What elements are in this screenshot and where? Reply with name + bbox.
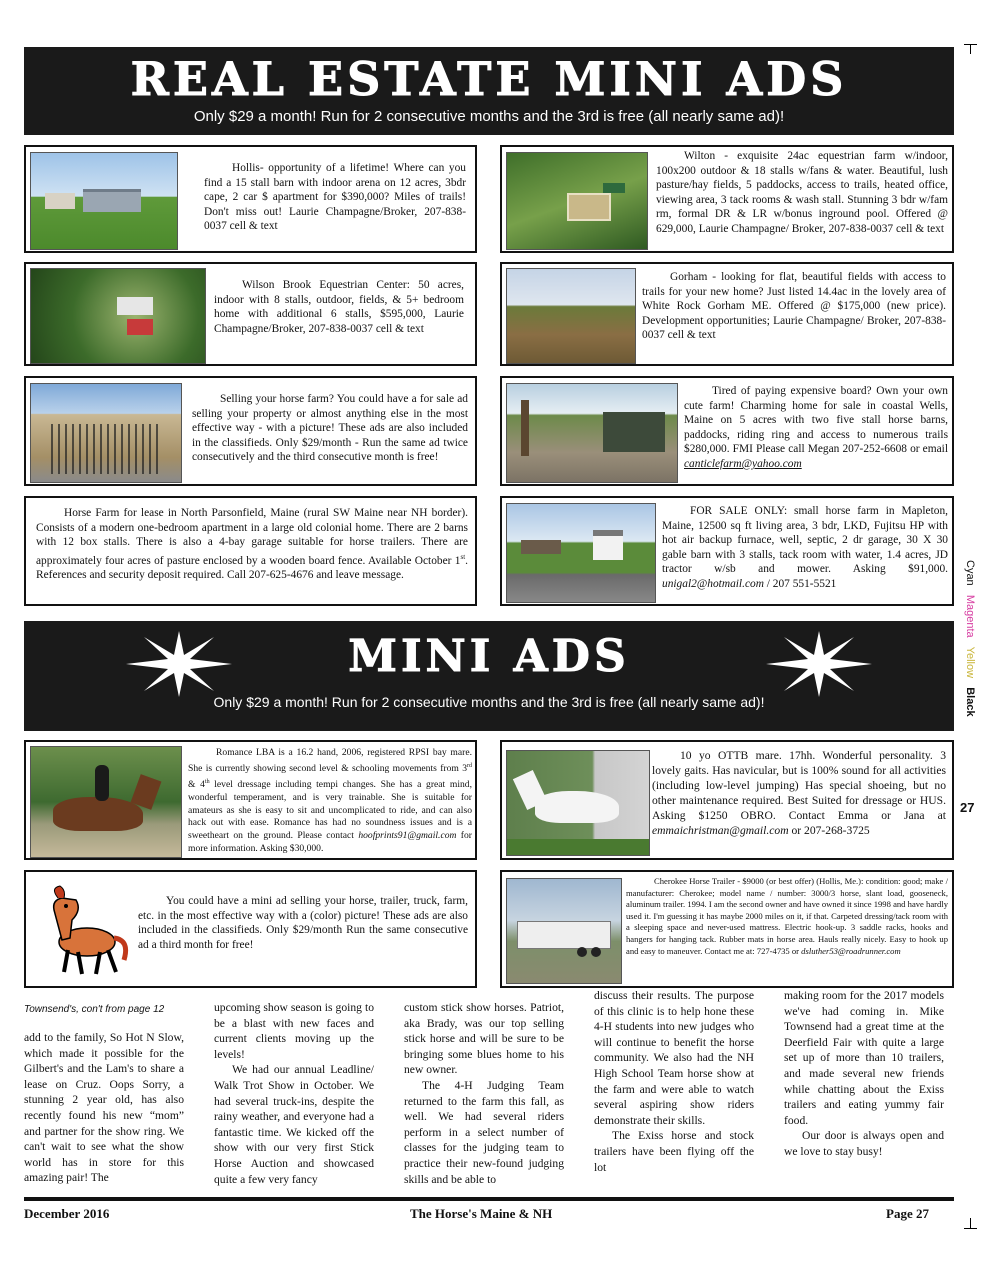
cmyk-cyan: Cyan — [964, 560, 976, 586]
ad-wells — [500, 376, 954, 486]
ad-wells-text: Tired of paying expensive board? Own your own cute farm! Charming home for sale in coastal Wells, Maine on 5 acres with two five stall horse barns, paddocks, riding ring and access to numerous trails $280,000. FMI Please call Megan 207-252-6608 or email canticlefarm@yahoo.com — [684, 385, 948, 470]
photo-wilson-brook-aerial — [30, 268, 206, 364]
ad-parsonfield-text: Horse Farm for lease in North Parsonfield, Maine (rural SW Maine near NH border). Consists of a modern one-bedroom apartment in a large old colonial home. There are 2 barns with 12 box stalls. There is also a 4-bay garage suitable for horse trailers. There are approximately four acres of pasture enclosed by a wooden board fence. Available October 1st. References and security deposit required. Call 207-625-4676 and leave message. — [36, 507, 468, 582]
ad-wilson-brook — [24, 262, 477, 366]
crop-mark-top-v — [970, 44, 971, 54]
cartoon-horse-icon — [32, 880, 132, 980]
starburst-left-icon — [124, 629, 234, 699]
margin-page-number: 27 — [960, 800, 975, 815]
ad-wells-email[interactable]: canticlefarm@yahoo.com — [684, 457, 802, 470]
photo-grey-mare — [506, 750, 650, 856]
ad-hollis — [24, 145, 477, 253]
footer-date: December 2016 — [24, 1206, 110, 1221]
ad-cherokee-trailer — [500, 870, 954, 988]
article-column-1: add to the family, So Hot N Slow, which made it possible for the Gilbert's and the Lam's to share a lease on Cruz. Oops Sorry, a stunning 2 year old, has also recently found his new “mom” and partner for the show ring. We can't wait to see what the show world has in store for this amazing pair! The — [24, 1031, 184, 1185]
ad-wilson-brook-text: Wilson Brook Equestrian Center: 50 acres, indoor with 8 stalls, outdoor, fields, & 5+ bedroom home with additional 6 stalls, $595,000, Laurie Champagne/Broker, 207-838-0037 cell & text — [214, 279, 464, 335]
ad-ottb-email[interactable]: emmaichristman@gmail.com — [652, 824, 789, 837]
margin-cmyk-strip — [958, 560, 980, 730]
ad-mapleton — [500, 496, 954, 606]
photo-palace-gates — [30, 383, 182, 483]
crop-mark-bottom-v — [970, 1218, 971, 1228]
ad-romance-email[interactable]: hoofprints91@gmail.com — [358, 830, 457, 842]
footer-rule — [24, 1197, 954, 1201]
ad-romance — [24, 740, 477, 860]
ad-hollis-text: Hollis- opportunity of a lifetime! Where can you find a 15 stall barn with indoor arena on 12 acres, 3bdr cape, 2 car $ apartment for $390,000? Miles of trails! Don't miss out! Laurie Champagne/Broker, 207-838-0037 cell & text — [204, 162, 466, 233]
article-column-4: discuss their results. The purpose of this clinic is to help hone these 4-H students into new judges who will continue to benefit the horse community. We also had the NH High School Team horse show at the farm and were able to watch several aspiring show riders demonstrate their skills. The Exiss horse and stock trailers have been flying off the lot — [594, 989, 754, 1174]
real-estate-subtitle: Only $29 a month! Run for 2 consecutive months and the 3rd is free (all nearly same ad)! — [193, 108, 785, 125]
ad-parsonfield-lease — [24, 496, 477, 606]
ad-trailer-text: Cherokee Horse Trailer - $9000 (or best offer) (Hollis, Me.): condition: good; make / manufacturer: Cherokee; model name / number: 3000/3 horse, slant load, gooseneck, aluminum trailer. 1994. I am the second owner and have owned it since 1998 and have hardly used it. I'm guessing it has maybe 2000 miles on it, if that. Carpeted dressing/tack room with a sleeping space and never-used mattress. Electric hook-up. 3 saddle racks, hooks and hangers for hanging tack. Rubber mats in horse area. Hauls really nicely. Easy to hook up and easy to maneuver. Contact me at: 727-4735 or dsluther53@roadrunner.com — [626, 876, 948, 956]
photo-gorham-field — [506, 268, 636, 364]
mini-ads-subtitle: Only $29 a month! Run for 2 consecutive months and the 3rd is free (all nearly same ad)! — [213, 694, 765, 710]
footer-publication: The Horse's Maine & NH — [410, 1206, 553, 1221]
real-estate-title: REAL ESTATE MINI ADS — [130, 52, 848, 106]
ad-wilton-text: Wilton - exquisite 24ac equestrian farm w/indoor, 100x200 outdoor & 18 stalls w/fans & water. Beautiful, lush pasture/hay fields, 5 paddocks, access to trails, heated office, viewing area, 3 tack rooms & wash stall. Stunning 3 bdr w/fam rm, formal DR & LR w/bonus inground pool. Offered @ 629,000, Laurie Champagne/ Broker, 207-838-0037 cell & text — [656, 150, 948, 235]
crop-mark-bottom — [964, 1228, 977, 1229]
ad-ottb-text: 10 yo OTTB mare. 17hh. Wonderful personality. 3 lovely gaits. Has navicular, but is 100% sound for all activities (including low-level jumping) Has special shoeing, but no other maintenance required. Best Suited for dressage or HUS. Asking $1250 OBRO. Contact Emma or Jana at emmaichristman@gmail.com or 207-268-3725 — [652, 749, 946, 837]
photo-dressage-horse — [30, 746, 182, 858]
photo-hollis-barn — [30, 152, 178, 250]
mini-ads-title: MINI ADS — [348, 631, 630, 682]
article-column-5: making room for the 2017 models we've had coming in. Mike Townsend had a great time at the Deerfield Fair with quite a large set up of more than 10 trailers, and made several new friends while chatting about the Exiss trailers and eating yummy fair food. Our door is always open and we love to stay busy! — [784, 989, 944, 1158]
ad-selling-promo — [24, 376, 477, 486]
real-estate-banner — [24, 47, 954, 135]
mini-ads-banner — [24, 621, 954, 731]
cmyk-magenta: Magenta — [964, 594, 976, 638]
ad-selling-promo-text: Selling your horse farm? You could have a for sale ad selling your property or almost anything else in the most effective way - with a picture! These ads are also included in the classifieds. Only $29/month - Run the same ad twice consecutively and the third consecutive month is free! — [192, 393, 468, 464]
ad-mini-promo-text: You could have a mini ad selling your horse, trailer, truck, farm, etc. in the most effective way with a (color) picture! These ads are also included in the classifieds. Only $29/month Run the same consecutive ad a third month for free! — [138, 895, 468, 951]
starburst-right-icon — [764, 629, 874, 699]
photo-mapleton-farm — [506, 503, 656, 603]
ad-mapleton-email[interactable]: unigal2@hotmail.com — [662, 577, 764, 590]
ad-gorham-text: Gorham - looking for flat, beautiful fields with access to trails for your new home? Just listed 14.4ac in the lovely area of White Rock Gorham ME. Offered @ $175,000 (new price). Development opportunities; Laurie Champagne/ Broker, 207-838-0037 cell & text — [642, 271, 946, 342]
continued-label: Townsend's, con't from page 12 — [24, 1004, 165, 1015]
ad-wilton — [500, 145, 954, 253]
ad-romance-text: Romance LBA is a 16.2 hand, 2006, registered RPSI bay mare. She is currently showing second level & schooling movements from 3rd & 4th level dressage including tempi changes. She has a great mind, wonderful temperament, and is very trainable. She is suitable for amateurs as she is easy to sit and uncomplicated to ride, and can also hack out with ease. Romance has had no soundness issues and is a sweetheart on the ground. Please contact hoofprints91@gmail.com for more information. Asking $30,000. — [188, 747, 472, 854]
photo-wilton-farm — [506, 152, 648, 250]
ad-ottb-mare — [500, 740, 954, 860]
article-column-3: custom stick show horses. Patriot, aka Brady, was our top selling stick horse and will be sure to be bringing some blues home to his new owner. The 4-H Judging Team returned to the farm this fall, as well. We had several riders perform in a select number of classes for the judging team to practice their new-found judging skills and be able to — [404, 1001, 564, 1186]
article-column-2: upcoming show season is going to be a blast with new faces and current clients moving up the levels! We had our annual Leadline/ Walk Trot Show in October. We had several truck-ins, despite the rainy weather, and everyone had a fantastic time. We kicked off the show with our very first Stick Horse Auction and showcased quite a few very fancy — [214, 1001, 374, 1186]
cmyk-yellow: Yellow — [964, 646, 976, 679]
footer-page: Page 27 — [886, 1206, 929, 1221]
ad-trailer-email[interactable]: dsluther53@roadrunner.com — [801, 945, 901, 956]
ad-gorham — [500, 262, 954, 366]
ad-mapleton-text: FOR SALE ONLY: small horse farm in Mapleton, Maine, 12500 sq ft living area, 3 bdr, LKD, Fujitsu HP with hot air backup furnace, well, septic, 2 dr garage, 30 X 30 gable barn with 3 stalls, tack room with water, 1.4 acres, JD tractor w/sb and mower. Asking $91,000. unigal2@hotmail.com / 207 551-5521 — [662, 505, 948, 590]
photo-wells-barn — [506, 383, 678, 483]
cmyk-black: Black — [964, 687, 976, 717]
ad-mini-promo — [24, 870, 477, 988]
photo-horse-trailer — [506, 878, 622, 984]
